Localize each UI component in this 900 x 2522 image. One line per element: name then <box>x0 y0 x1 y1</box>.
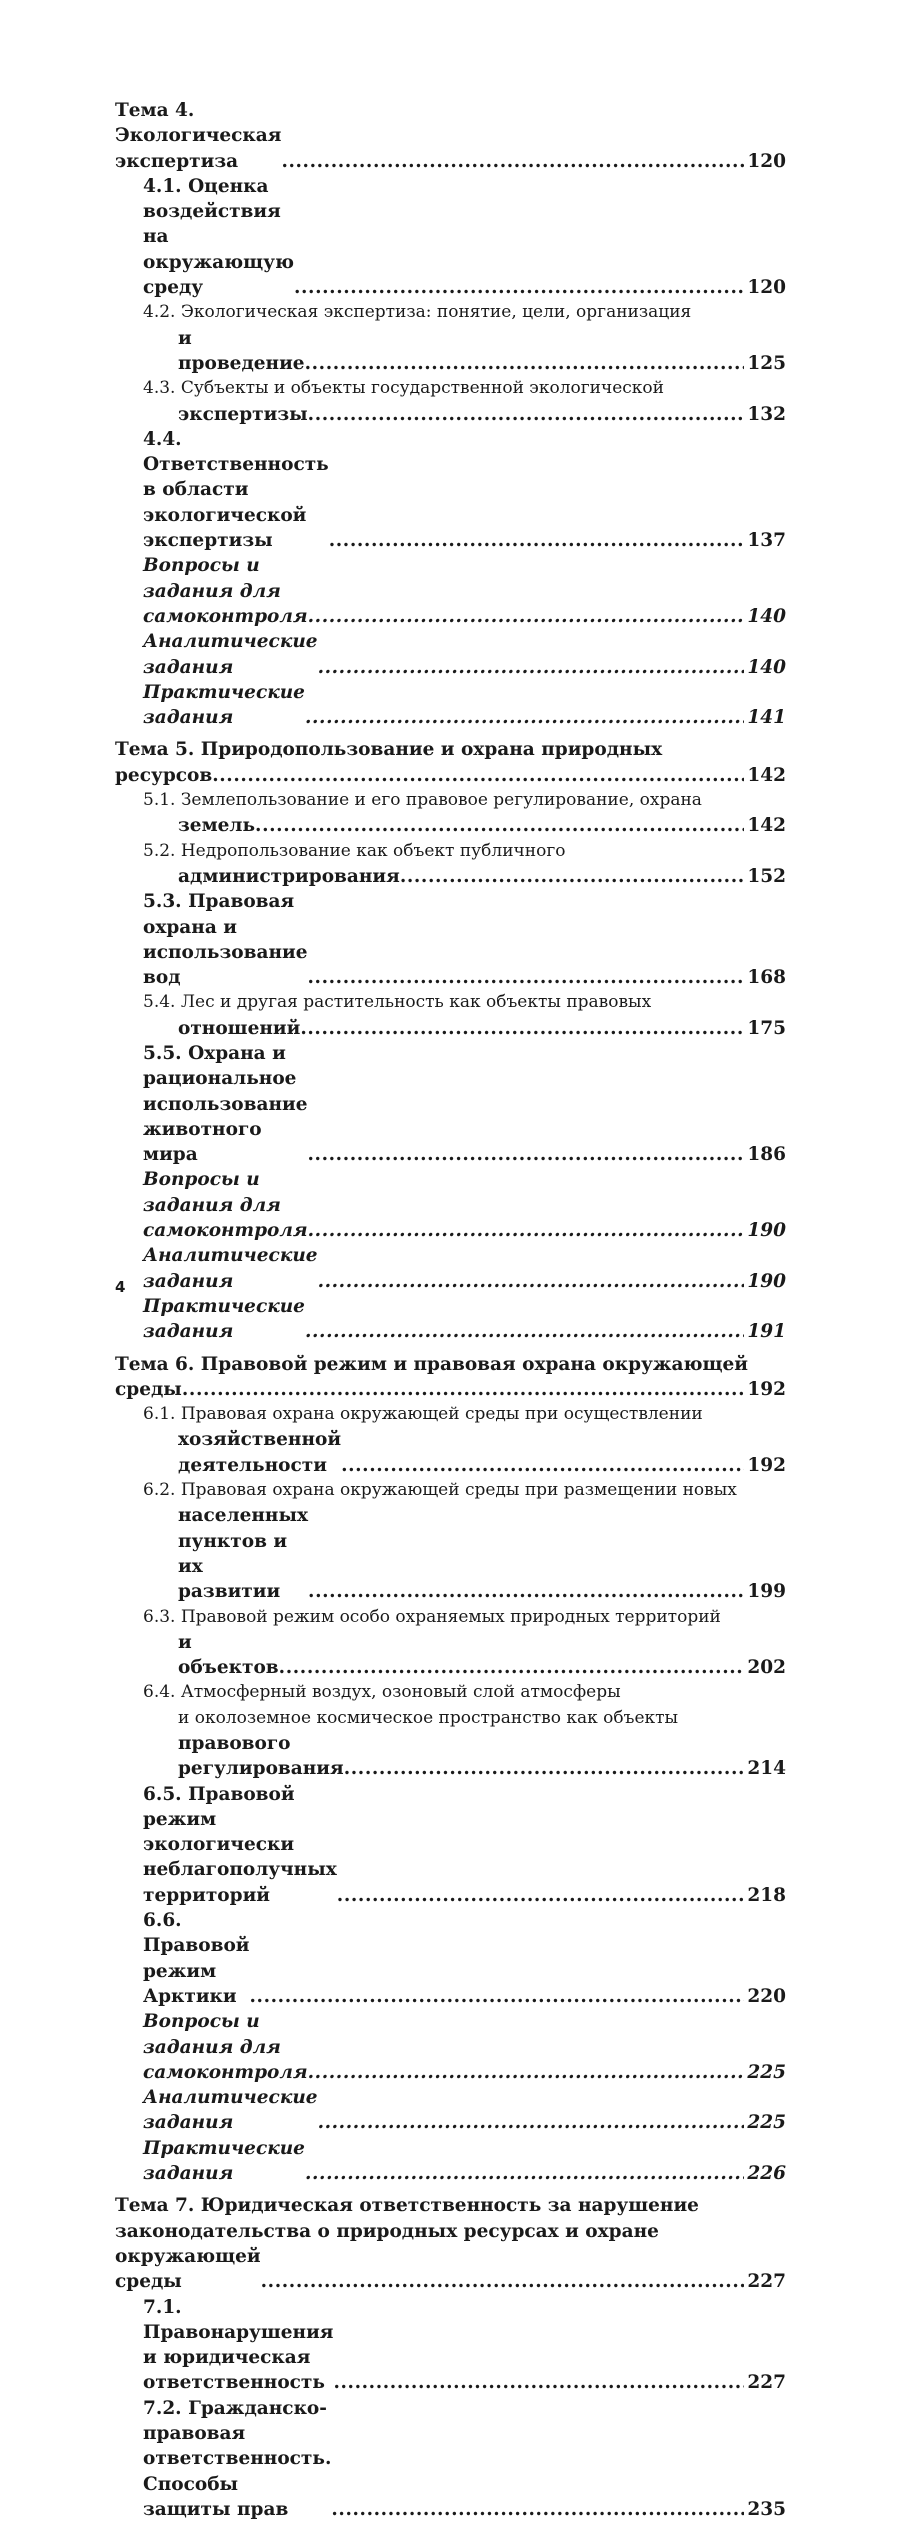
entry-page-number: 125 <box>747 352 786 374</box>
toc-entry <box>115 839 786 890</box>
page-number: 4 <box>115 1278 126 1296</box>
entry-row <box>143 1630 786 1681</box>
leader-dots <box>308 402 745 427</box>
toc-entry <box>115 1041 786 1167</box>
chapter-title-line: среды <box>115 1378 182 1400</box>
toc-chapter <box>115 2193 786 2522</box>
toc-entry <box>115 1167 786 1243</box>
entry-page-number: 186 <box>747 1144 786 1166</box>
entry-page-number: 168 <box>747 967 786 989</box>
leader-dots <box>250 1984 745 2009</box>
leader-dots <box>307 1142 744 1167</box>
entry-title-line: Практические задания <box>143 681 305 729</box>
entry-title-line: 6.1. Правовая охрана окружающей среды при осуществлении <box>143 1404 703 1425</box>
leader-dots <box>400 864 745 889</box>
entry-title-line: правового регулирования <box>178 1733 344 1780</box>
entry-page-number: 190 <box>747 1270 786 1292</box>
entry-title-line: Аналитические задания <box>143 1245 318 1292</box>
toc-entry <box>115 300 786 376</box>
entry-title-line: 7.1. Правонарушения и юридическая ответственность <box>143 2296 334 2394</box>
leader-dots <box>308 1579 744 1604</box>
entry-row <box>143 553 786 629</box>
entry-title-line: Вопросы и задания для самоконтроля <box>143 1169 308 1242</box>
toc-entry <box>115 1243 786 1294</box>
toc-entry <box>115 889 786 990</box>
entry-row <box>143 680 786 731</box>
entry-title-line: 7.2. Гражданско-правовая ответственность. Способы защиты прав <box>143 2397 332 2520</box>
leader-dots <box>305 2161 744 2186</box>
entry-row <box>143 1908 786 2009</box>
entry-title-line: 5.2. Недропользование как объект публичного <box>143 840 566 861</box>
leader-dots <box>300 1016 744 1041</box>
entry-page-number: 152 <box>747 865 786 887</box>
toc-entry <box>115 376 786 427</box>
leader-dots <box>305 705 744 730</box>
entry-row <box>143 2295 786 2396</box>
toc-entry <box>115 174 786 300</box>
entry-row <box>143 1731 786 1782</box>
leader-dots <box>333 2370 744 2395</box>
chapter-title-row <box>115 98 786 174</box>
entry-page-number: 226 <box>747 2163 786 2185</box>
entry-row <box>143 1294 786 1345</box>
chapter-page-number: 120 <box>747 150 786 172</box>
leader-dots <box>318 1269 745 1294</box>
entry-page-number: 227 <box>747 2372 786 2394</box>
chapter-title-line: ресурсов <box>115 764 213 786</box>
toc-entry <box>115 2085 786 2136</box>
toc-entry <box>115 1782 786 1908</box>
entry-title-line: и проведение <box>178 327 305 374</box>
chapter-title-line: Тема 7. Юридическая ответственность за нарушение <box>115 2195 699 2217</box>
entry-row <box>143 864 786 889</box>
entry-page-number: 214 <box>747 1758 786 1780</box>
entry-title-line: Аналитические задания <box>143 2087 318 2134</box>
table-of-contents <box>115 98 786 2522</box>
leader-dots <box>294 275 744 300</box>
leader-dots <box>308 1218 745 1243</box>
entry-page-number: 220 <box>747 1985 786 2007</box>
leader-dots <box>281 149 744 174</box>
entry-title-line: 5.3. Правовая охрана и использование вод <box>143 891 308 989</box>
leader-dots <box>279 1655 745 1680</box>
entry-page-number: 225 <box>747 2061 786 2083</box>
leader-dots <box>212 763 744 788</box>
toc-chapter <box>115 98 786 730</box>
entry-title-line: 6.6. Правовой режим Арктики <box>143 1910 250 2007</box>
toc-entry <box>115 990 786 1041</box>
entry-title-line: 6.2. Правовая охрана окружающей среды при размещении новых <box>143 1480 737 1501</box>
leader-dots <box>341 1453 744 1478</box>
entry-row <box>143 1503 786 1604</box>
toc-chapter <box>115 1352 786 2187</box>
toc-entry <box>115 680 786 731</box>
chapter-page-number: 227 <box>747 2271 786 2293</box>
chapter-title-line: Тема 4. Экологическая экспертиза <box>115 100 282 172</box>
entry-page-number: 175 <box>747 1017 786 1039</box>
entry-row <box>143 2085 786 2136</box>
entry-page-number: 191 <box>747 1321 786 1343</box>
toc-entry <box>115 2295 786 2396</box>
entry-page-number: 235 <box>747 2498 786 2520</box>
entry-row <box>143 2009 786 2085</box>
toc-entry <box>115 2396 786 2522</box>
entry-title-line: 4.1. Оценка воздействия на окружающую среду <box>143 175 294 299</box>
leader-dots <box>308 2060 745 2085</box>
entry-page-number: 199 <box>747 1581 786 1603</box>
entry-title-line: 6.4. Атмосферный воздух, озоновый слой атмосферы <box>143 1682 621 1703</box>
chapter-page-number: 142 <box>747 764 786 786</box>
entry-page-number: 137 <box>747 530 786 552</box>
entry-row <box>143 1427 786 1478</box>
leader-dots <box>305 1319 744 1344</box>
entry-row <box>143 629 786 680</box>
leader-dots <box>337 1883 745 1908</box>
entry-title-line: и объектов <box>178 1631 279 1679</box>
toc-entry <box>115 1402 786 1478</box>
chapter-title-row <box>115 2244 786 2295</box>
chapter-title-line: законодательства о природных ресурсах и охране <box>115 2220 659 2242</box>
leader-dots <box>255 813 744 838</box>
entry-page-number: 120 <box>747 277 786 299</box>
entry-title-line: Аналитические задания <box>143 631 318 678</box>
entry-title-line: 4.4. Ответственность в области экологической экспертизы <box>143 428 329 552</box>
leader-dots <box>307 965 744 990</box>
entry-title-line: 5.1. Землепользование и его правовое регулирование, охрана <box>143 790 702 811</box>
leader-dots <box>182 1377 745 1402</box>
entry-row <box>143 174 786 300</box>
chapter-title-line: окружающей среды <box>115 2245 261 2293</box>
entry-row <box>143 1243 786 1294</box>
entry-page-number: 225 <box>747 2112 786 2134</box>
toc-entry <box>115 1294 786 1345</box>
entry-page-number: 141 <box>747 707 786 729</box>
entry-row <box>143 1041 786 1167</box>
entry-title-line: 4.2. Экологическая экспертиза: понятие, цели, организация <box>143 302 692 323</box>
entry-page-number: 192 <box>747 1454 786 1476</box>
toc-entry <box>115 1680 786 1781</box>
entry-row <box>143 326 786 377</box>
entry-page-number: 132 <box>747 403 786 425</box>
chapter-title-line: Тема 5. Природопользование и охрана природных <box>115 739 663 761</box>
leader-dots <box>344 1756 745 1781</box>
toc-entry <box>115 1478 786 1604</box>
entry-page-number: 190 <box>747 1220 786 1242</box>
entry-page-number: 140 <box>747 656 786 678</box>
toc-chapter <box>115 737 786 1344</box>
entry-title-line: 6.3. Правовой режим особо охраняемых природных территорий <box>143 1606 721 1627</box>
entry-row <box>143 1167 786 1243</box>
entry-title-line: Практические задания <box>143 2137 305 2185</box>
entry-title-line: и околоземное космическое пространство как объекты <box>178 1707 679 1728</box>
chapter-title-row <box>115 763 786 788</box>
leader-dots <box>308 604 745 629</box>
chapter-page-number: 192 <box>747 1378 786 1400</box>
entry-row <box>143 2136 786 2187</box>
leader-dots <box>261 2269 745 2294</box>
entry-title-line: населенных пунктов и их развитии <box>178 1505 309 1603</box>
leader-dots <box>318 655 745 680</box>
entry-row <box>143 2396 786 2522</box>
leader-dots <box>331 2497 744 2522</box>
entry-row <box>143 402 786 427</box>
entry-title-line: 4.3. Субъекты и объекты государственной экологической <box>143 378 664 399</box>
entry-page-number: 142 <box>747 815 786 837</box>
entry-page-number: 202 <box>747 1657 786 1679</box>
toc-entry <box>115 1908 786 2009</box>
toc-entry <box>115 629 786 680</box>
toc-entry <box>115 1605 786 1681</box>
entry-title-line: Вопросы и задания для самоконтроля <box>143 555 308 627</box>
chapter-title-line: Тема 6. Правовой режим и правовая охрана окружающей <box>115 1353 749 1375</box>
toc-entry <box>115 553 786 629</box>
leader-dots <box>305 351 745 376</box>
entry-title-line: Вопросы и задания для самоконтроля <box>143 2011 308 2083</box>
entry-title-line: экспертизы <box>178 403 308 425</box>
leader-dots <box>329 528 745 553</box>
toc-entry <box>115 2009 786 2085</box>
toc-entry <box>115 427 786 553</box>
entry-title-line: 5.4. Лес и другая растительность как объекты правовых <box>143 992 652 1013</box>
chapter-title-row <box>115 1377 786 1402</box>
entry-page-number: 218 <box>747 1884 786 1906</box>
entry-title-line: администрирования <box>178 865 400 887</box>
entry-title-line: 5.5. Охрана и рациональное использование животного мира <box>143 1042 308 1166</box>
entry-row <box>143 889 786 990</box>
entry-title-line: 6.5. Правовой режим экологически неблагополучных территорий <box>143 1783 337 1906</box>
toc-entry <box>115 2136 786 2187</box>
entry-page-number: 140 <box>747 605 786 627</box>
entry-row <box>143 427 786 553</box>
entry-title-line: Практические задания <box>143 1295 305 1343</box>
entry-row <box>143 813 786 838</box>
entry-title-line: отношений <box>178 1017 301 1039</box>
entry-title-line: земель <box>178 815 256 837</box>
entry-row <box>143 1016 786 1041</box>
toc-entry <box>115 788 786 839</box>
leader-dots <box>318 2110 745 2135</box>
entry-title-line: хозяйственной деятельности <box>178 1429 342 1476</box>
entry-row <box>143 1782 786 1908</box>
